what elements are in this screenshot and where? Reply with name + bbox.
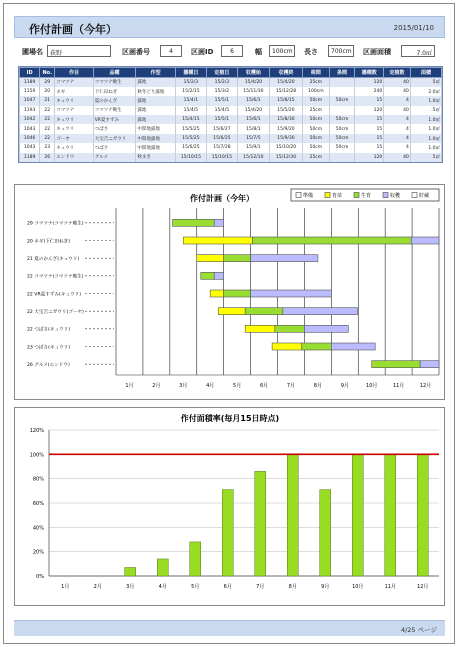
table-cell: 下仁田ねぎ: [93, 87, 136, 96]
table-cell: 15/10/20: [269, 143, 302, 152]
table-cell: 20: [40, 87, 55, 96]
gantt-legend: [291, 189, 439, 201]
table-cell: 15/4/5: [206, 106, 237, 115]
gantt-month-label: 3月: [179, 383, 188, 389]
bar-rect: [222, 490, 233, 576]
table-cell: 秋まき: [136, 153, 176, 162]
table-header-cell: 面積: [410, 68, 441, 78]
gantt-row-label: 21 夏のかんざ(キュウリ): [27, 256, 80, 262]
table-header-cell: No.: [40, 68, 55, 78]
table-cell: 15/12/10: [237, 153, 269, 162]
gantt-month-label: 12月: [419, 383, 432, 389]
table-cell: VR夏すずみ: [93, 115, 136, 124]
gantt-bar-segment: [224, 255, 251, 262]
gantt-bar-segment: [251, 290, 332, 297]
table-cell: 15/9/20: [269, 124, 302, 133]
table-header-cell: 播種日: [175, 68, 206, 78]
table-cell: 4: [384, 134, 411, 143]
gantt-row-label: 22 つばさ(キュウリ): [27, 327, 71, 333]
table-cell: 22: [40, 124, 55, 133]
table-cell: キュウリ: [55, 124, 93, 133]
table-cell: 50cm: [329, 96, 355, 105]
bar-x-tick-label: 2月: [93, 584, 102, 590]
bar-x-tick-label: 7月: [256, 584, 265, 590]
table-cell: .5㎡: [410, 153, 441, 162]
bar-rect: [190, 542, 201, 576]
table-row[interactable]: [20, 153, 442, 162]
table-cell: 夏のかんざ: [93, 96, 136, 105]
page-title: 作付計画（今年）: [29, 23, 117, 36]
table-cell: 15/9/30: [269, 134, 302, 143]
table-header-cell: 定植日: [206, 68, 237, 78]
table-cell: 露地: [136, 96, 176, 105]
width-label: 幅: [255, 48, 262, 56]
gantt-row-label: 29 コマツナ(コマツナ晩生): [27, 221, 84, 227]
table-cell: 120: [355, 106, 384, 115]
table-cell: コマツナ晩生: [93, 78, 136, 87]
section-no-label: 区画番号: [122, 48, 150, 56]
table-cell: 50cm: [303, 96, 330, 105]
table-cell: 22: [40, 106, 55, 115]
table-cell: 1046: [20, 134, 40, 143]
table-cell: グルメ: [93, 153, 136, 162]
gantt-row-label: 22 大宝吉ニガウリ(ゴーヤ): [27, 309, 84, 315]
table-cell: 240: [355, 87, 384, 96]
table-cell: 15/10/15: [206, 153, 237, 162]
table-cell: 15/8/30: [269, 115, 302, 124]
table-cell: 15/2/3: [206, 78, 237, 87]
bar-y-tick-label: 100%: [29, 452, 44, 459]
bar-x-tick-label: 10月: [352, 584, 364, 590]
bar-y-tick-label: 40%: [32, 525, 44, 532]
table-cell: 4: [384, 143, 411, 152]
bar-y-tick-label: 20%: [32, 549, 44, 556]
section-id-field[interactable]: 6: [221, 45, 243, 57]
table-cell: 15: [355, 96, 384, 105]
table-cell: 15/11/30: [237, 87, 269, 96]
table-cell: 23: [40, 143, 55, 152]
table-cell: 15/12/30: [269, 153, 302, 162]
table-cell: 15/5/25: [175, 134, 206, 143]
gantt-bar-segment: [331, 343, 375, 350]
bar-rect: [125, 567, 136, 576]
table-cell: 50cm: [303, 115, 330, 124]
gantt-month-label: 10月: [366, 383, 378, 389]
table-cell: 1043: [20, 143, 40, 152]
table-cell: 21: [40, 96, 55, 105]
gantt-bar-segment: [224, 290, 251, 297]
legend-label: 貯蔵: [419, 193, 430, 200]
gantt-bar-segment: [201, 272, 214, 279]
legend-label: 準備: [303, 193, 314, 200]
bar-x-tick-label: 5月: [191, 584, 200, 590]
gantt-bar-segment: [214, 219, 223, 226]
table-cell: 15/2/15: [175, 87, 206, 96]
table-cell: 40: [384, 87, 411, 96]
table-cell: 1043: [20, 124, 40, 133]
legend-swatch: [296, 193, 301, 198]
table-cell: ネギ: [55, 87, 93, 96]
table-cell: 15/7/28: [206, 143, 237, 152]
gantt-bar-segment: [197, 255, 224, 262]
table-cell: 15/4/20: [237, 106, 269, 115]
table-cell: 15/6/25: [175, 143, 206, 152]
report-date: 2015/01/10: [393, 24, 434, 32]
bar-x-tick-label: 12月: [417, 584, 429, 590]
table-header-cell: 条間: [329, 68, 355, 78]
area-field[interactable]: 7.0㎡: [401, 45, 435, 57]
table-cell: 15/5/1: [206, 115, 237, 124]
table-header-cell: 作型: [136, 68, 176, 78]
table-cell: 4: [384, 115, 411, 124]
gantt-month-label: 9月: [340, 383, 349, 389]
table-cell: 120: [355, 78, 384, 87]
header-band: [14, 16, 445, 38]
table-row[interactable]: [20, 96, 442, 105]
gantt-row-label: 20 ネギ(下仁田ねぎ): [27, 239, 71, 245]
table-cell: 50cm: [329, 124, 355, 133]
table-cell: 15/4/1: [175, 96, 206, 105]
gantt-bar-segment: [272, 343, 302, 350]
table-cell: キュウリ: [55, 143, 93, 152]
table-cell: 15/6/1: [237, 96, 269, 105]
table-cell: 50cm: [303, 134, 330, 143]
gantt-bar-segment: [275, 325, 305, 332]
table-header-cell: 作目: [55, 68, 93, 78]
table-cell: 50cm: [303, 124, 330, 133]
gantt-panel: [14, 184, 445, 400]
gantt-row-label: 22 VR夏すずみ(キュウリ): [27, 292, 82, 298]
bar-rect: [255, 471, 266, 576]
gantt-month-label: 4月: [206, 383, 215, 389]
table-cell: キュウリ: [55, 115, 93, 124]
table-cell: エンドウ: [55, 153, 93, 162]
gantt-bar-segment: [218, 308, 245, 315]
table-cell: 1.0㎡: [410, 143, 441, 152]
table-cell: つばさ: [93, 124, 136, 133]
table-cell: 露地: [136, 115, 176, 124]
table-header-cell: 品種: [93, 68, 136, 78]
table-cell: .5㎡: [410, 78, 441, 87]
table-cell: 1042: [20, 115, 40, 124]
table-cell: 15: [355, 143, 384, 152]
footer-band: [14, 620, 445, 636]
table-cell: 15/5/25: [175, 124, 206, 133]
bar-y-tick-label: 80%: [32, 476, 44, 483]
table-cell: 中間地露地: [136, 143, 176, 152]
table-cell: 15: [355, 124, 384, 133]
bar-y-tick-label: 60%: [32, 501, 44, 507]
table-body: [20, 78, 442, 163]
table-cell: 15/6/25: [206, 134, 237, 143]
gantt-bar-segment: [245, 308, 283, 315]
gantt-month-label: 6月: [259, 383, 269, 389]
area-label: 区画面積: [363, 48, 391, 56]
field-info-row: [14, 45, 445, 59]
gantt-chart: [15, 185, 444, 399]
farm-field[interactable]: 荻野: [47, 45, 111, 57]
table-cell: 22: [40, 115, 55, 124]
table-cell: 1150: [20, 87, 40, 96]
crop-table: [18, 66, 443, 163]
table-cell: 40: [384, 78, 411, 87]
bar-rect: [352, 454, 363, 576]
table-cell: 15/4/5: [175, 106, 206, 115]
bar-rect: [385, 454, 396, 576]
table-cell: 25cm: [303, 153, 330, 162]
gantt-bar-segment: [304, 325, 348, 332]
table-cell: コマツナ: [55, 106, 93, 115]
table-cell: 中間地露地: [136, 124, 176, 133]
bar-rect: [320, 490, 331, 576]
gantt-bar-segment: [183, 237, 252, 244]
table-cell: 15/5/20: [269, 106, 302, 115]
table-cell: 15/4/20: [269, 78, 302, 87]
table-row[interactable]: [20, 143, 442, 152]
table-cell: つばさ: [93, 143, 136, 152]
table-cell: 中間地露地: [136, 134, 176, 143]
table-cell: [329, 78, 355, 87]
table-cell: キュウリ: [55, 96, 93, 105]
gantt-month-label: 11月: [392, 383, 405, 389]
bar-x-tick-label: 4月: [158, 584, 167, 590]
bar-x-tick-label: 8月: [288, 584, 297, 590]
report-page: [3, 3, 455, 644]
table-header-cell: ID: [20, 68, 40, 78]
table-cell: .5㎡: [410, 106, 441, 115]
table-cell: [329, 153, 355, 162]
legend-label: 収穫: [390, 193, 401, 200]
table-cell: 40: [384, 153, 411, 162]
legend-label: 育苗: [332, 193, 343, 200]
gantt-bar-segment: [251, 255, 318, 262]
table-cell: コマツナ: [55, 78, 93, 87]
table-cell: 15/6/27: [206, 124, 237, 133]
bar-chart-title: 作付面積率(毎月15日時点): [180, 414, 280, 423]
length-field[interactable]: 700cm: [328, 45, 354, 57]
gantt-row-label: 22 コマツナ(コマツナ晩生): [27, 274, 84, 280]
table-cell: 1189: [20, 153, 40, 162]
gantt-bar-segment: [245, 325, 275, 332]
bar-y-tick-label: 120%: [29, 428, 44, 434]
table-cell: 25cm: [303, 106, 330, 115]
gantt-row-label: 23 つばさ(キュウリ): [27, 345, 71, 351]
table-cell: 15/6/1: [237, 115, 269, 124]
table-row[interactable]: [20, 78, 442, 87]
gantt-bar-segment: [252, 237, 411, 244]
table-cell: コマツナ晩生: [93, 106, 136, 115]
gantt-month-label: 8月: [313, 383, 322, 389]
legend-swatch: [412, 193, 417, 198]
table-cell: 1.0㎡: [410, 96, 441, 105]
table-cell: 22: [40, 134, 55, 143]
width-field[interactable]: 100cm: [269, 45, 295, 57]
table-cell: 15/12/28: [269, 87, 302, 96]
table-cell: 露地: [136, 106, 176, 115]
table-cell: [329, 106, 355, 115]
gantt-title: 作付計画（今年）: [190, 194, 254, 203]
table-cell: 15/8/15: [269, 96, 302, 105]
table-cell: 50cm: [329, 134, 355, 143]
farm-label: 圃場名: [22, 48, 43, 56]
table-row[interactable]: [20, 87, 442, 96]
table-cell: 大宝吉ニガウリ: [93, 134, 136, 143]
table-cell: 50cm: [329, 115, 355, 124]
bar-x-tick-label: 6月: [223, 584, 232, 590]
gantt-bar-segment: [214, 272, 223, 279]
table-cell: 1.0㎡: [410, 115, 441, 124]
table-cell: 26: [40, 153, 55, 162]
table-cell: 50cm: [303, 143, 330, 152]
table-cell: 15: [355, 134, 384, 143]
table-header-cell: 播種数: [355, 68, 384, 78]
table-cell: 50cm: [329, 143, 355, 152]
area-rate-panel: [14, 407, 445, 606]
table-row[interactable]: [20, 134, 442, 143]
table-cell: 4: [384, 124, 411, 133]
gantt-row-label: 26 グルメ(エンドウ): [27, 362, 70, 368]
table-cell: [329, 87, 355, 96]
legend-swatch: [354, 193, 359, 198]
section-no-field[interactable]: 4: [160, 45, 182, 57]
table-cell: 4: [384, 96, 411, 105]
table-cell: 25cm: [303, 78, 330, 87]
table-cell: 15/7/5: [237, 134, 269, 143]
gantt-bar-segment: [173, 219, 215, 226]
table-row[interactable]: [20, 124, 442, 133]
gantt-bar-segment: [372, 361, 420, 368]
table-header-cell: 収穫始: [237, 68, 269, 78]
legend-label: 生育: [361, 193, 372, 200]
bar-x-tick-label: 9月: [321, 584, 330, 590]
legend-swatch: [383, 193, 388, 198]
gantt-bar-segment: [283, 308, 358, 315]
bar-x-tick-label: 11月: [384, 584, 396, 590]
bar-x-tick-label: 3月: [126, 584, 135, 590]
table-cell: 1.0㎡: [410, 124, 441, 133]
table-cell: 15/4/20: [237, 78, 269, 87]
page-number: 4/25 ページ: [400, 626, 437, 634]
bar-x-tick-label: 1月: [61, 584, 70, 590]
table-cell: 40: [384, 106, 411, 115]
table-cell: 15/9/1: [237, 143, 269, 152]
table-cell: ゴーヤ: [55, 134, 93, 143]
section-id-label: 区画ID: [191, 48, 214, 56]
table-cell: 1193: [20, 106, 40, 115]
table-cell: 露地: [136, 78, 176, 87]
table-row[interactable]: [20, 106, 442, 115]
table-cell: 29: [40, 78, 55, 87]
table-header-cell: 株間: [303, 68, 330, 78]
bar-y-tick-label: 0%: [36, 574, 44, 580]
gantt-bar-segment: [411, 237, 439, 244]
table-cell: 100cm: [303, 87, 330, 96]
table-cell: 15: [355, 115, 384, 124]
table-cell: 15/3/2: [206, 87, 237, 96]
gantt-month-label: 2月: [152, 383, 161, 389]
table-header-cell: 収穫終: [269, 68, 302, 78]
table-cell: 秋冬どり露地: [136, 87, 176, 96]
table-row[interactable]: [20, 115, 442, 124]
table-header-cell: 定植数: [384, 68, 411, 78]
gantt-bar-segment: [302, 343, 332, 350]
gantt-bar-segment: [210, 290, 223, 297]
table-cell: 1189: [20, 78, 40, 87]
table-cell: 120: [355, 153, 384, 162]
table-cell: 15/8/1: [237, 124, 269, 133]
gantt-month-label: 7月: [286, 383, 296, 389]
gantt-month-label: 5月: [233, 383, 242, 389]
bar-rect: [417, 454, 428, 576]
gantt-month-label: 1月: [125, 383, 134, 389]
table-cell: 15/10/15: [175, 153, 206, 162]
bar-rect: [157, 559, 168, 576]
table-cell: 15/2/3: [175, 78, 206, 87]
table-cell: 15/4/15: [175, 115, 206, 124]
length-label: 長さ: [304, 48, 318, 56]
table-cell: 15/5/1: [206, 96, 237, 105]
legend-swatch: [325, 193, 330, 198]
table-cell: 2.0㎡: [410, 87, 441, 96]
table-cell: 1047: [20, 96, 40, 105]
table-header-row: [20, 68, 442, 78]
bar-rect: [287, 454, 298, 576]
gantt-bar-segment: [420, 361, 439, 368]
area-rate-chart: [15, 408, 444, 605]
table-cell: 1.0㎡: [410, 134, 441, 143]
